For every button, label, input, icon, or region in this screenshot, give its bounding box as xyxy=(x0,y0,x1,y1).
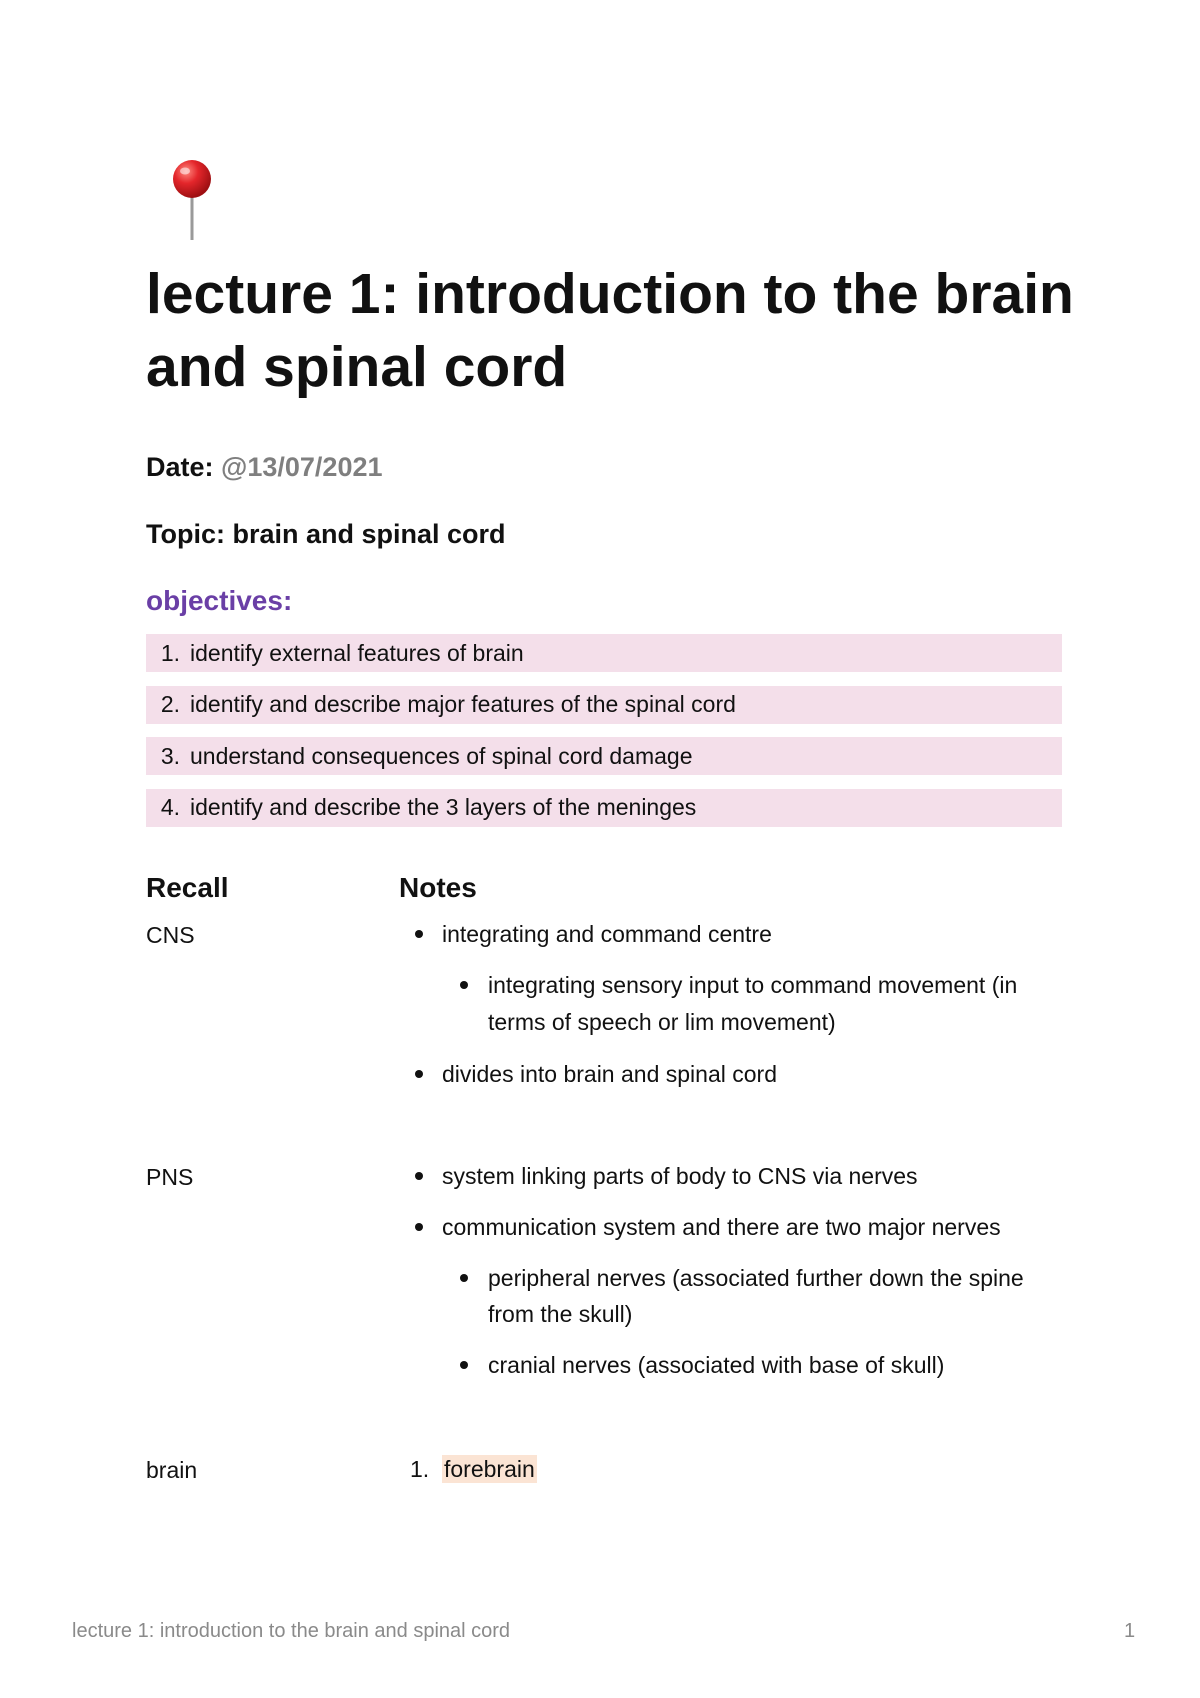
date-value[interactable]: @13/07/2021 xyxy=(221,452,383,482)
objective-item xyxy=(146,789,1062,827)
objective-text: identify external features of brain xyxy=(190,639,524,666)
objective-text: understand consequences of spinal cord damage xyxy=(190,742,693,769)
objective-number: 2. xyxy=(160,691,180,717)
list-item: peripheral nerves (associated further down the spine from the skull) xyxy=(410,1260,1070,1332)
list-item: divides into brain and spinal cord xyxy=(410,1056,1070,1092)
objectives-list xyxy=(146,634,1062,840)
objective-text: identify and describe major features of the spinal cord xyxy=(190,691,736,717)
pushpin-icon xyxy=(168,158,216,242)
list-item: cranial nerves (associated with base of skull) xyxy=(410,1347,1070,1383)
objective-number: 1. xyxy=(160,639,180,666)
date-property xyxy=(146,452,383,483)
list-item: integrating sensory input to command movement (in terms of speech or lim movement) xyxy=(410,967,1070,1041)
objective-item xyxy=(146,686,1062,724)
notes-column-header: Notes xyxy=(399,872,477,903)
recall-term-cns: CNS xyxy=(146,922,195,948)
topic-label: Topic: xyxy=(146,519,225,549)
recall-term-pns: PNS xyxy=(146,1164,194,1190)
highlighted-text: forebrain xyxy=(444,1456,535,1482)
objective-text: identify and describe the 3 layers of the meninges xyxy=(190,794,697,820)
objective-item xyxy=(146,737,1062,775)
recall-term-brain: brain xyxy=(146,1457,198,1483)
notes-brain xyxy=(410,1451,1070,1487)
list-item: system linking parts of body to CNS via nerves xyxy=(410,1158,1070,1194)
objective-number: 4. xyxy=(160,794,180,820)
topic-property xyxy=(146,519,506,550)
objective-number: 3. xyxy=(160,742,180,769)
page-title: lecture 1: introduction to the brain and spinal cord xyxy=(146,262,1074,399)
objective-item xyxy=(146,634,1062,672)
list-item xyxy=(410,1451,1070,1487)
recall-column-header: Recall xyxy=(146,872,229,903)
notes-cns xyxy=(410,916,1070,1107)
list-number: 1. xyxy=(410,1456,430,1482)
footer-title: lecture 1: introduction to the brain and spinal cord xyxy=(72,1620,511,1642)
page-number: 1 xyxy=(1124,1620,1136,1642)
list-item: integrating and command centre xyxy=(410,916,1070,952)
notes-pns xyxy=(410,1158,1070,1398)
objectives-heading: objectives: xyxy=(146,585,293,616)
list-item: communication system and there are two major nerves xyxy=(410,1209,1070,1245)
topic-value: brain and spinal cord xyxy=(232,519,506,549)
date-label: Date: xyxy=(146,452,214,482)
